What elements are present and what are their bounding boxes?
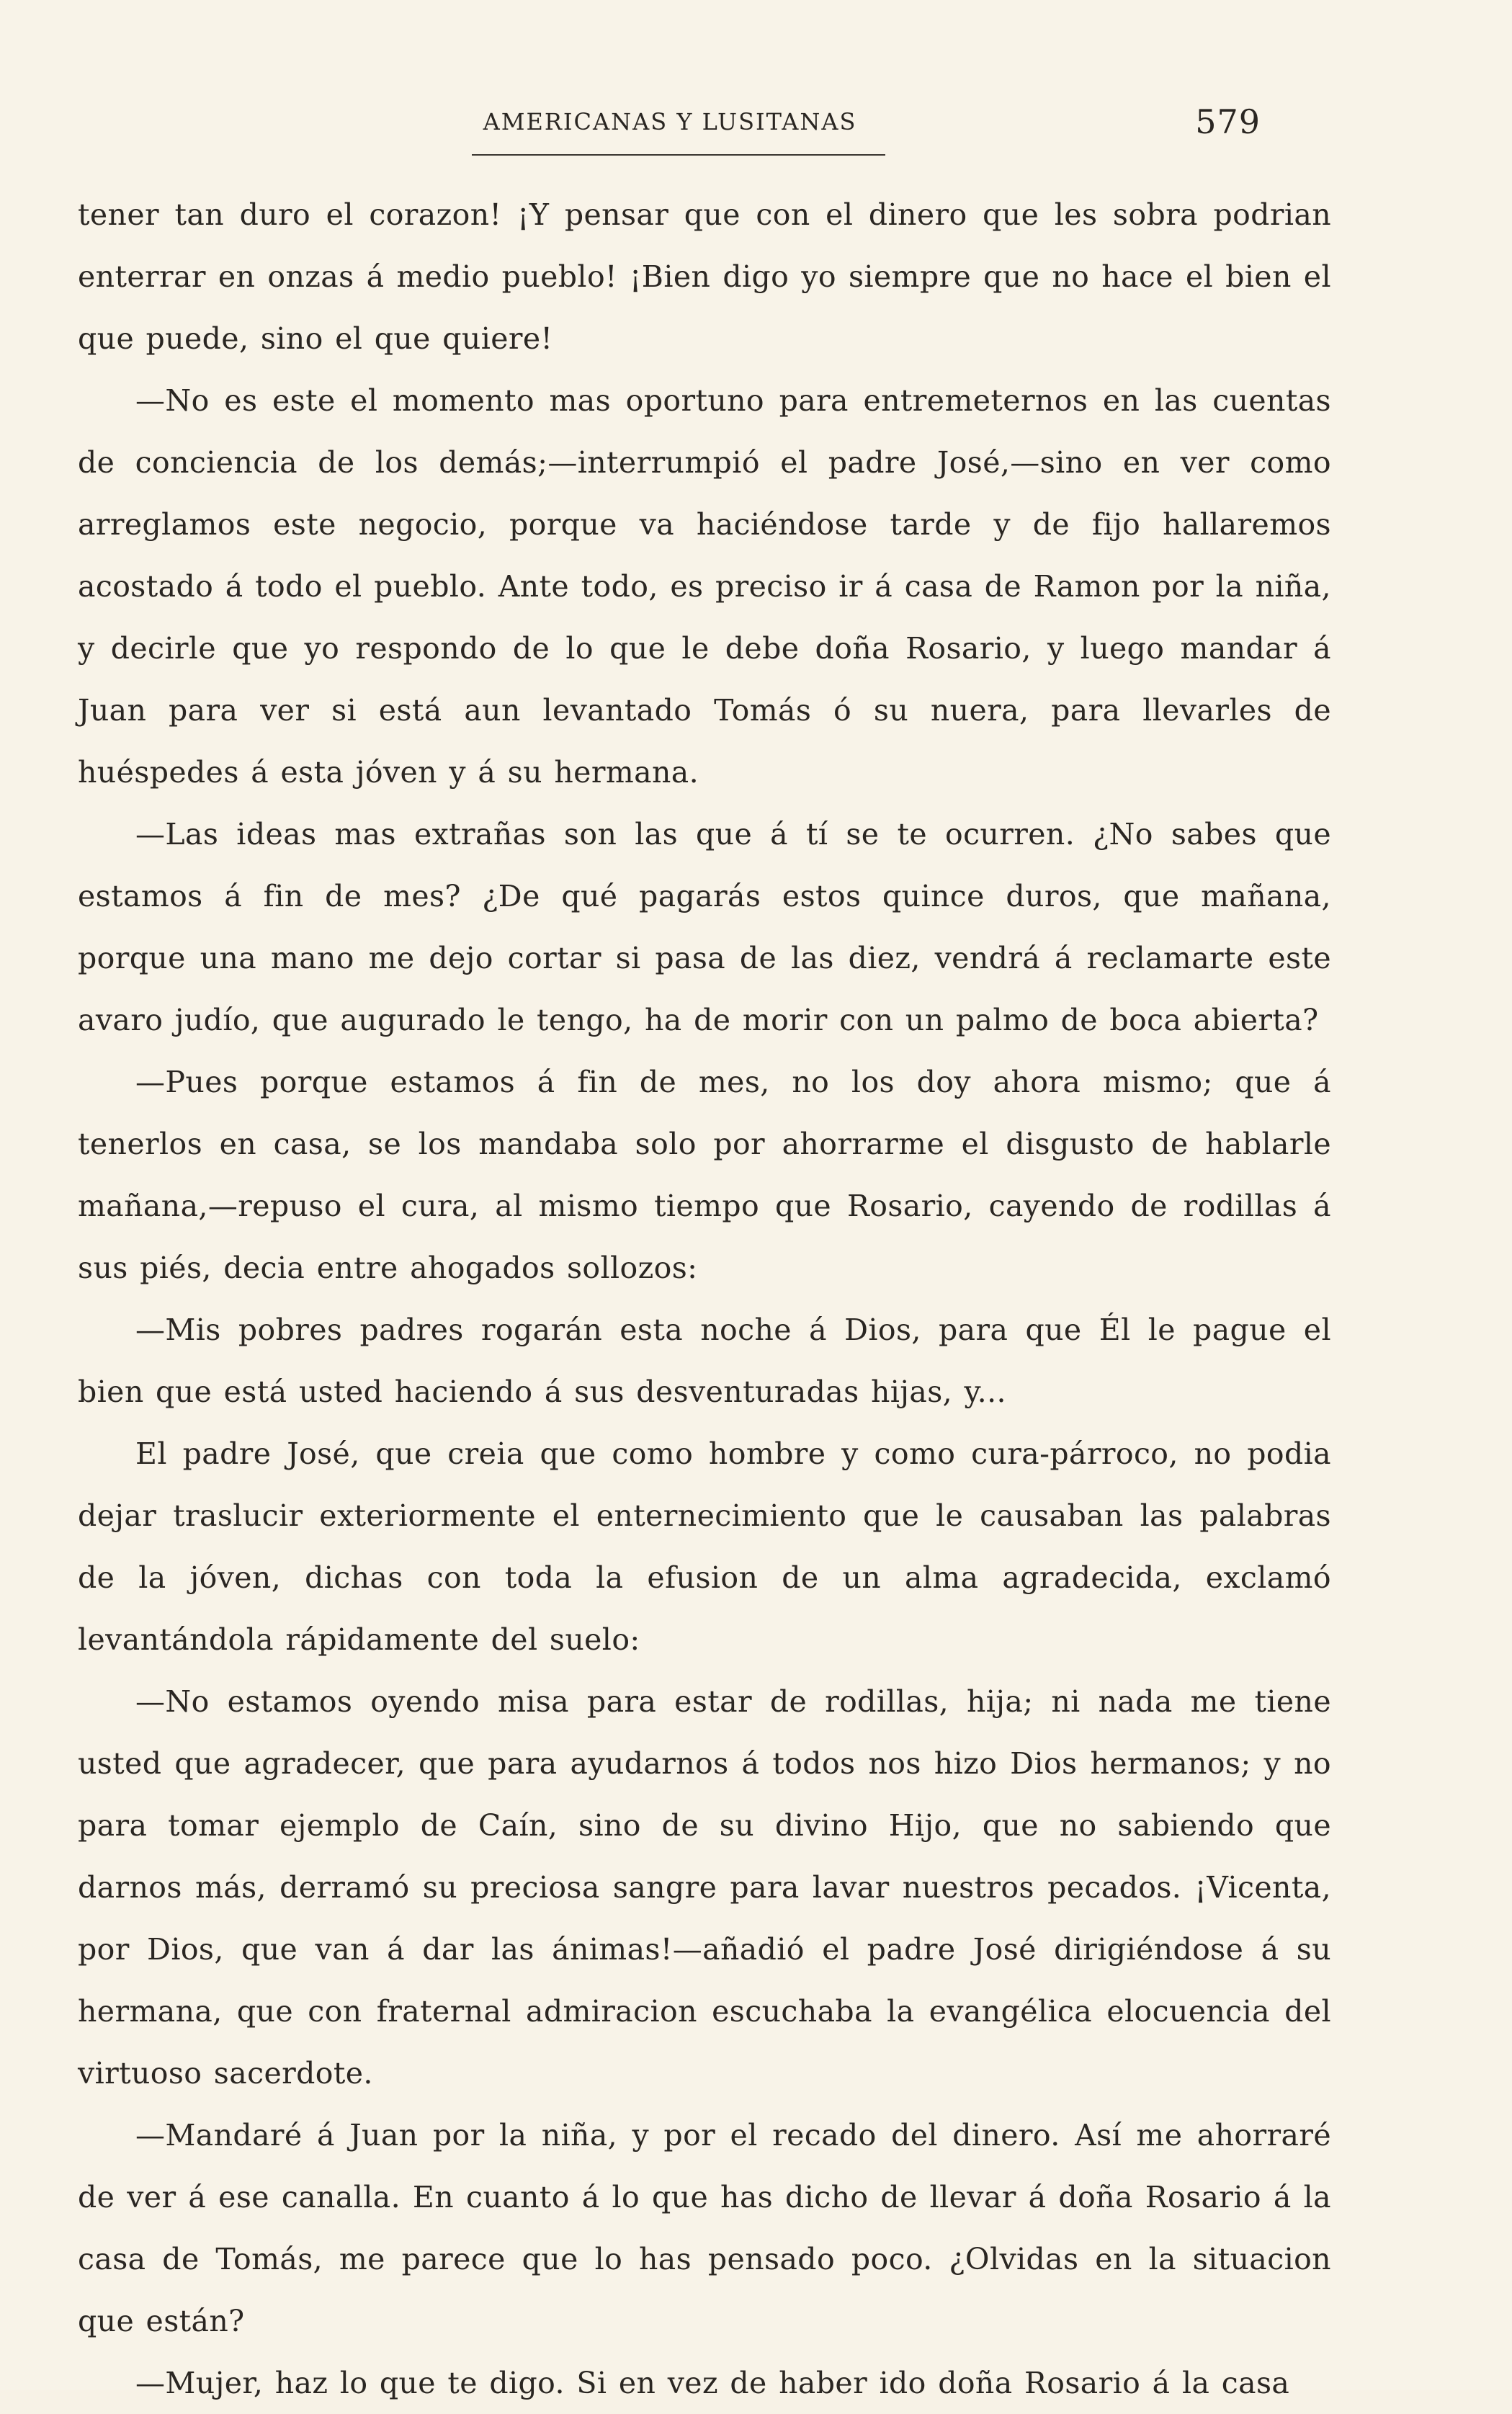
page-header [79, 102, 1261, 166]
paragraph: El padre José, que creia que como hombre y como cura-párroco, no podia dejar traslucir exteriormente el enternecimiento que le causaban las palabras de la jóven, dichas con toda la efusion de un alma agradecida, exclamó levantándola rápidamente del suelo: [78, 1436, 1331, 1657]
paragraph: —Mandaré á Juan por la niña, y por el recado del dinero. Así me ahorraré de ver á ese canalla. En cuanto á lo que has dicho de llevar á doña Rosario á la casa de Tomás, me parece que lo has pensado poco. ¿Olvidas en la situacion que están? [78, 2118, 1331, 2338]
paragraph: —Mis pobres padres rogarán esta noche á Dios, para que Él le pague el bien que está usted haciendo á sus desventuradas hijas, y... [78, 1313, 1331, 1409]
paragraph: —Pues porque estamos á fin de mes, no los doy ahora mismo; que á tenerlos en casa, se los mandaba solo por ahorrarme el disgusto de hablarle mañana,—repuso el cura, al mismo tiempo que Rosario, cayendo de rodillas á sus piés, decia entre ahogados sollozos: [78, 1065, 1331, 1285]
body-text [78, 184, 1331, 2414]
running-title: AMERICANAS Y LUSITANAS [483, 108, 857, 135]
page-number: 579 [1195, 102, 1261, 141]
paragraph: tener tan duro el corazon! ¡Y pensar que con el dinero que les sobra podrian enterrar en onzas á medio pueblo! ¡Bien digo yo siempre que no hace el bien el que puede, sino el que quiere! [78, 197, 1331, 356]
header-rule [472, 154, 885, 156]
paragraph: —No es este el momento mas oportuno para entremeternos en las cuentas de conciencia de los demás;—interrumpió el padre José,—sino en ver como arreglamos este negocio, porque va haciéndose tarde y de fijo hallaremos acostado á todo el pueblo. Ante todo, es preciso ir á casa de Ramon por la niña, y decirle que yo respondo de lo que le debe doña Rosario, y luego mandar á Juan para ver si está aun levantado Tomás ó su nuera, para llevarles de huéspedes á esta jóven y á su hermana. [78, 383, 1331, 790]
paragraph: —Mujer, haz lo que te digo. Si en vez de haber ido doña Rosario á la casa [135, 2366, 1290, 2400]
paragraph: —Las ideas mas extrañas son las que á tí se te ocurren. ¿No sabes que estamos á fin de mes? ¿De qué pagarás estos quince duros, que mañana, porque una mano me dejo cortar si pasa de las diez, vendrá á reclamarte este avaro judío, que augurado le tengo, ha de morir con un palmo de boca abierta? [78, 817, 1331, 1037]
paragraph: —No estamos oyendo misa para estar de rodillas, hija; ni nada me tiene usted que agradecer, que para ayudarnos á todos nos hizo Dios hermanos; y no para tomar ejemplo de Caín, sino de su divino Hijo, que no sabiendo que darnos más, derramó su preciosa sangre para lavar nuestros pecados. ¡Vicenta, por Dios, que van á dar las ánimas!—añadió el padre José dirigiéndose á su hermana, que con fraternal admiracion escuchaba la evangélica elocuencia del virtuoso sacerdote. [78, 1684, 1331, 2091]
